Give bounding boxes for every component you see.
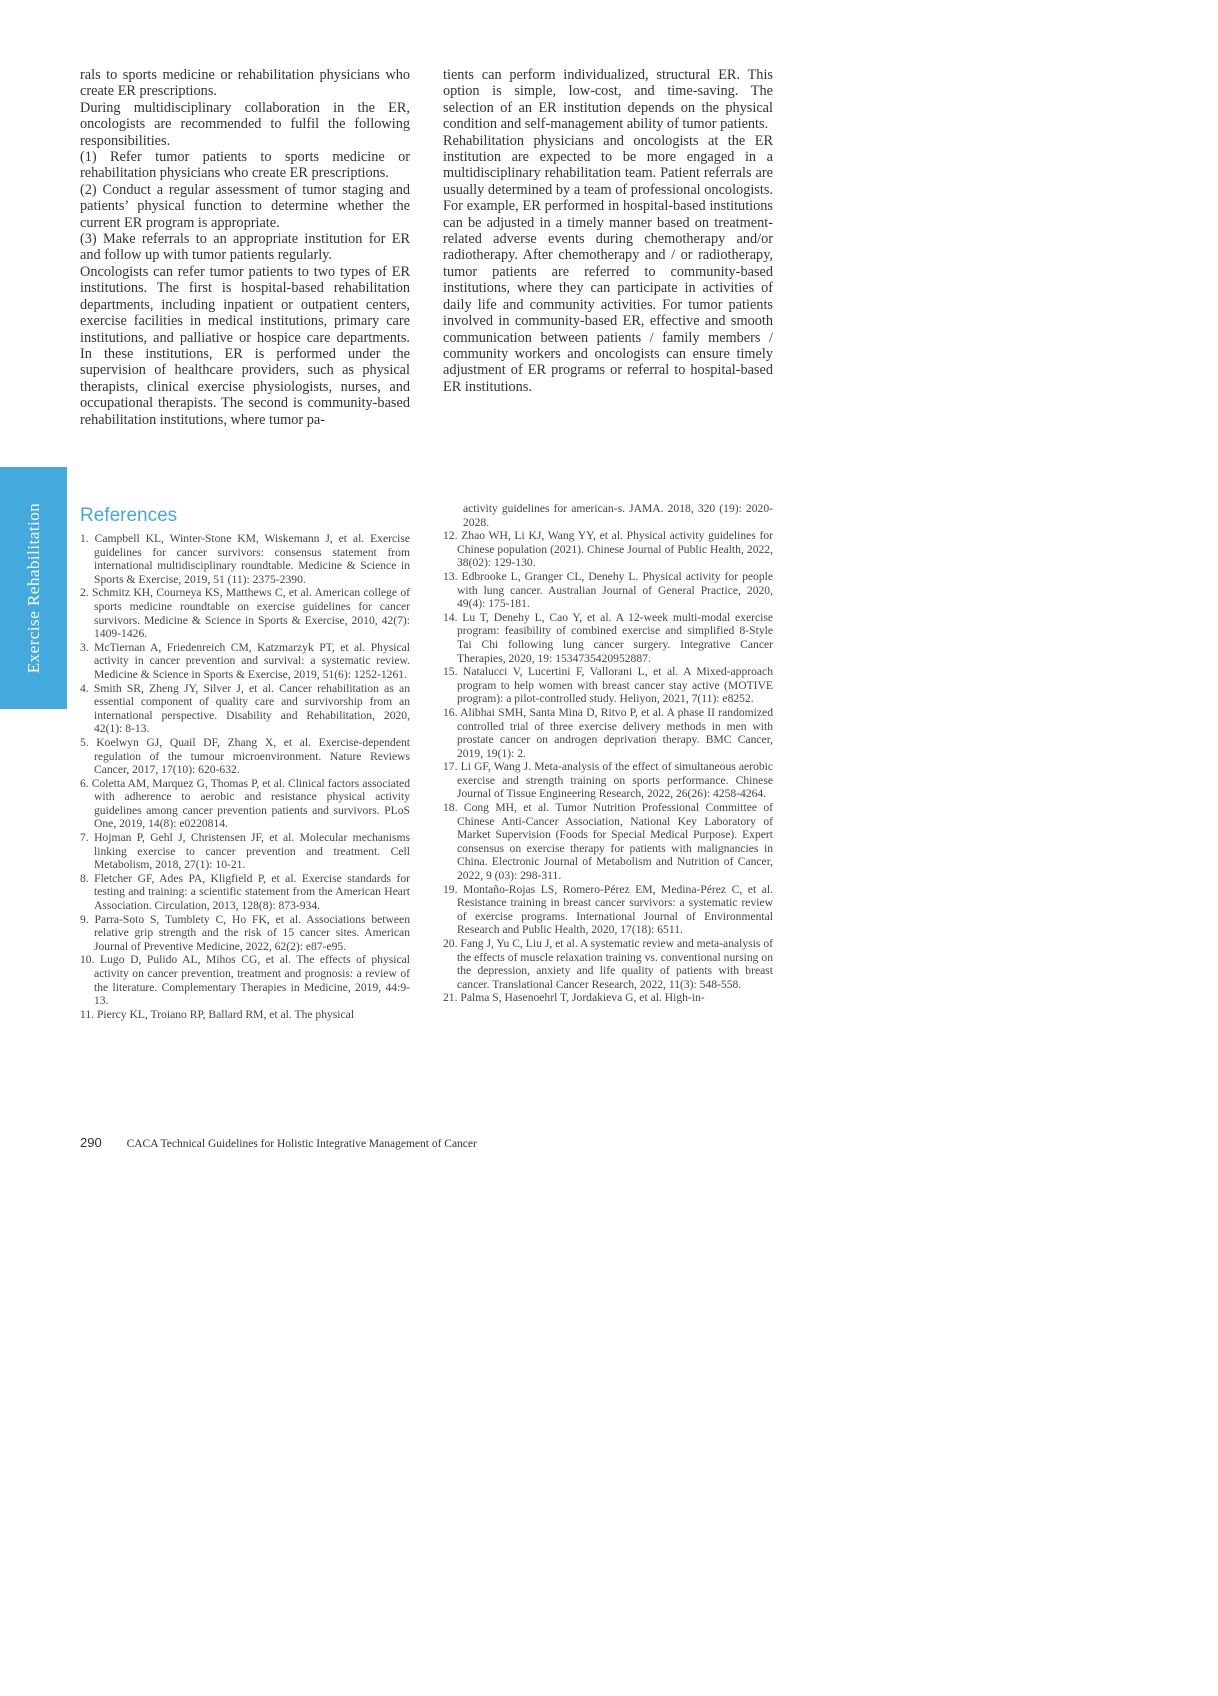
page-number: 290 [80, 1135, 102, 1150]
body-paragraph: During multidisciplinary collaboration in the ER, oncologists are recommended to fulfil the following responsibilities. [80, 99, 410, 149]
reference-item: 10. Lugo D, Pulido AL, Mihos CG, et al. The effects of physical activity on cancer prevention, treatment and prognosis: a review of the literature. Complementary Therapies in Medicine, 2019, 44:9-13. [80, 953, 410, 1008]
reference-item: 16. Alibhai SMH, Santa Mina D, Ritvo P, et al. A phase II randomized controlled trial of three exercise delivery methods in men with prostate cancer on androgen deprivation therapy. BMC Cancer, 2019, 19(1): 2. [443, 705, 773, 760]
reference-item: 20. Fang J, Yu C, Liu J, et al. A systematic review and meta-analysis of the effects of muscle relaxation training vs. conventional nursing on the depression, anxiety and life quality of patients with breast cancer. Translational Cancer Research, 2022, 11(3): 548-558. [443, 937, 773, 991]
reference-item: 7. Hojman P, Gehl J, Christensen JF, et al. Molecular mechanisms linking exercise to cancer prevention and treatment. Cell Metabolism, 2018, 27(1): 10-21. [80, 831, 410, 872]
body-paragraph: (1) Refer tumor patients to sports medicine or rehabilitation physicians who create ER prescriptions. [80, 149, 410, 182]
reference-item: 12. Zhao WH, Li KJ, Wang YY, et al. Physical activity guidelines for Chinese population (2021). Chinese Journal of Public Health, 2022, 38(02): 129-130. [443, 529, 773, 570]
reference-item: 19. Montaño-Rojas LS, Romero-Pérez EM, Medina-Pérez C, et al. Resistance training in breast cancer survivors: a systematic review of exercise programs. International Journal of Environmental Research and Public Health, 2020, 17(18): 6511. [443, 882, 773, 937]
reference-item: 8. Fletcher GF, Ades PA, Kligfield P, et al. Exercise standards for testing and training: a scientific statement from the American Heart Association. Circulation, 2013, 128(8): 873-934. [80, 871, 410, 913]
body-paragraph: (3) Make referrals to an appropriate institution for ER and follow up with tumor patients regularly. [80, 231, 410, 264]
references-column-left [80, 532, 410, 1021]
body-paragraph: Rehabilitation physicians and oncologists at the ER institution are expected to be more engaged in a multidisciplinary rehabilitation team. Patient referrals are usually determined by a team of professional oncologists. For example, ER performed in hospital-based institutions can be adjusted in a timely manner based on treatment-related adverse events during chemotherapy and/or radiotherapy. After chemotherapy and / or radiotherapy, tumor patients are referred to community-based institutions, where they can participate in activities of daily life and community activities. For tumor patients involved in community-based ER, effective and smooth communication between patients / family members / community workers and oncologists can ensure timely adjustment of ER programs or referral to hospital-based ER institutions. [443, 132, 773, 395]
side-section-tab [0, 467, 67, 709]
reference-item: 13. Edbrooke L, Granger CL, Denehy L. Physical activity for people with lung cancer. Australian Journal of General Practice, 2020, 49(4): 175-181. [443, 569, 773, 611]
page-footer [80, 1135, 477, 1150]
reference-item: 18. Cong MH, et al. Tumor Nutrition Professional Committee of Chinese Anti-Cancer Association, National Key Laboratory of Market Supervision (Foods for Special Medical Purpose). Expert consensus on exercise therapy for patients with malignancies in China. Electronic Journal of Metabolism and Nutrition of Cancer, 2022, 9 (03): 298-311. [443, 801, 773, 883]
reference-item: 14. Lu T, Denehy L, Cao Y, et al. A 12-week multi-modal exercise program: feasibility of combined exercise and simplified 8-Style Tai Chi following lung cancer surgery. Integrative Cancer Therapies, 2020, 19: 1534735420952887. [443, 610, 773, 665]
reference-item: 11. Piercy KL, Troiano RP, Ballard RM, et al. The physical [80, 1007, 355, 1021]
body-column-left [80, 67, 410, 428]
reference-item: 5. Koelwyn GJ, Quail DF, Zhang X, et al. Exercise-dependent regulation of the tumour microenvironment. Nature Reviews Cancer, 2017, 17(10): 620-632. [80, 735, 410, 777]
reference-item: 4. Smith SR, Zheng JY, Silver J, et al. Cancer rehabilitation as an essential component of quality care and survivorship from an international perspective. Disability and Rehabilitation, 2020, 42(1): 8-13. [80, 681, 410, 736]
side-section-label: Exercise Rehabilitation [23, 502, 43, 674]
journal-title: CACA Technical Guidelines for Holistic Integrative Management of Cancer [126, 1138, 477, 1150]
body-paragraph: Oncologists can refer tumor patients to two types of ER institutions. The first is hospital-based rehabilitation departments, including inpatient or outpatient centers, exercise facilities in medical institutions, primary care institutions, and palliative or hospice care departments. In these institutions, ER is performed under the supervision of healthcare providers, such as physical therapists, clinical exercise physiologists, nurses, and occupational therapists. The second is community-based rehabilitation institutions, where tumor pa- [80, 263, 410, 428]
reference-continuation: activity guidelines for american-s. JAMA. 2018, 320 (19): 2020-2028. [463, 502, 773, 529]
reference-item: 2. Schmitz KH, Courneya KS, Matthews C, et al. American college of sports medicine roundtable on exercise guidelines for cancer survivors. Medicine & Science in Sports & Exercise, 2010, 42(7): 1409-1426. [80, 586, 410, 641]
reference-item: 3. McTiernan A, Friedenreich CM, Katzmarzyk PT, et al. Physical activity in cancer prevention and survival: a systematic review. Medicine & Science in Sports & Exercise, 2019, 51(6): 1252-1261. [80, 640, 410, 681]
body-paragraph: tients can perform individualized, structural ER. This option is simple, low-cost, and time-saving. The selection of an ER institution depends on the physical condition and self-management ability of tumor patients. [443, 67, 773, 133]
reference-item: 17. Li GF, Wang J. Meta-analysis of the effect of simultaneous aerobic exercise and strength training on sports performance. Chinese Journal of Tissue Engineering Research, 2022, 26(26): 4258-4264. [443, 760, 773, 801]
body-paragraph: rals to sports medicine or rehabilitation physicians who create ER prescriptions. [80, 67, 410, 100]
reference-item: 15. Natalucci V, Lucertini F, Vallorani L, et al. A Mixed-approach program to help women with breast cancer stay active (MOTIVE program): a pilot-controlled study. Heliyon, 2021, 7(11): e8252. [443, 665, 773, 706]
body-column-right [443, 67, 773, 395]
reference-item: 21. Palma S, Hasenoehrl T, Jordakieva G, et al. High-in- [443, 991, 705, 1005]
body-paragraph: (2) Conduct a regular assessment of tumor staging and patients’ physical function to determine whether the current ER program is appropriate. [80, 181, 410, 231]
reference-item: 9. Parra-Soto S, Tumblety C, Ho FK, et al. Associations between relative grip strength and the risk of 15 cancer sites. American Journal of Preventive Medicine, 2022, 62(2): e87-e95. [80, 912, 410, 953]
reference-item: 1. Campbell KL, Winter-Stone KM, Wiskemann J, et al. Exercise guidelines for cancer survivors: consensus statement from international multidisciplinary roundtable. Medicine & Science in Sports & Exercise, 2019, 51 (11): 2375-2390. [80, 532, 410, 586]
references-column-right [443, 502, 773, 1005]
references-heading: References [80, 505, 178, 526]
reference-item: 6. Coletta AM, Marquez G, Thomas P, et al. Clinical factors associated with adherence to aerobic and resistance physical activity guidelines among cancer prevention patients and survivors. PLoS One, 2019, 14(8): e0220814. [80, 776, 410, 831]
